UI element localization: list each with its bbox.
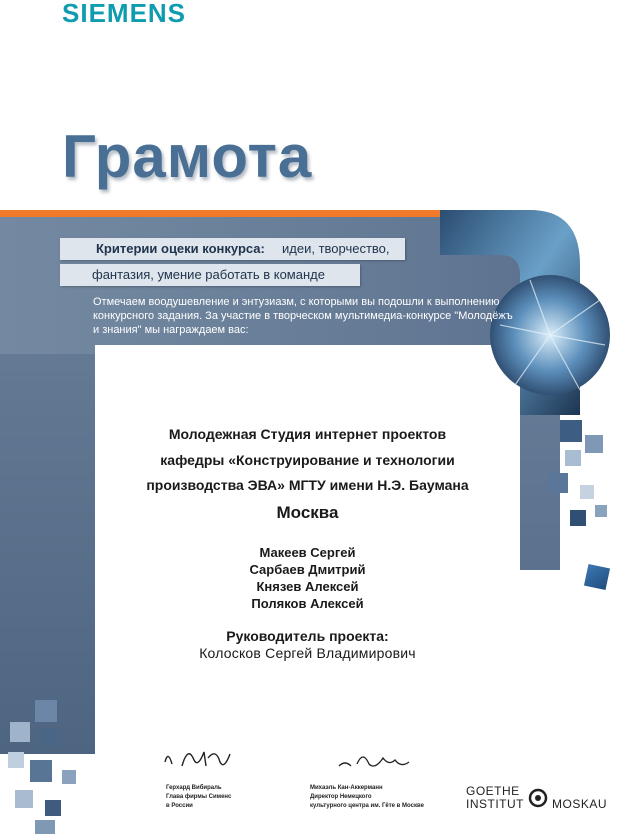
intro-text: Отмечаем воодушевление и энтузиазм, с которыми вы подошли к выполнению конкурсного задания. За участие в творческом мультимедиа-конкурсе "Молодёжъ и знания" мы награждаем вас: xyxy=(93,296,513,336)
leader-label: Руководитель проекта: xyxy=(226,628,389,644)
goethe-logo-city: MOSKAU xyxy=(552,797,608,811)
decorative-square xyxy=(584,564,610,590)
signature-1 xyxy=(160,740,240,776)
city: Москва xyxy=(276,503,339,522)
goethe-logo-icon xyxy=(527,787,549,809)
mosaic-square xyxy=(35,820,55,834)
goethe-logo-text: GOETHE xyxy=(466,784,520,798)
mosaic-square xyxy=(35,700,57,722)
certificate-title: Грамота xyxy=(62,123,313,190)
mosaic-square xyxy=(15,790,33,808)
team-member: Поляков Алексей xyxy=(251,596,364,611)
mosaic-square xyxy=(30,760,52,782)
criteria-heading: Критерии оцеки конкурса: xyxy=(96,241,265,256)
signature-caption: Михаэль Кан-Аккерманн Директор Немецкого культурного центра им. Гёте в Москве xyxy=(310,785,424,809)
signature-caption: Герхард Вибираль Глава фирмы Сименс в России xyxy=(166,785,232,809)
recipient-line: Молодежная Студия интернет проектов xyxy=(168,426,447,442)
mosaic-square xyxy=(62,770,76,784)
leader-name: Колосков Сергей Владимирович xyxy=(199,645,416,661)
signature-2 xyxy=(335,748,415,774)
team-member: Макеев Сергей xyxy=(259,545,356,560)
team-member: Князев Алексей xyxy=(256,579,359,594)
recipient-line: производства ЭВА» МГТУ имени Н.Э. Баумана xyxy=(146,477,469,493)
siemens-logo: SIEMENS xyxy=(62,0,187,28)
criteria-text: идеи, творчество, xyxy=(282,241,390,256)
criteria-text: фантазия, умение работать в команде xyxy=(92,267,325,282)
mosaic-square xyxy=(45,800,61,816)
goethe-logo-text: INSTITUT xyxy=(466,797,524,811)
mosaic-square xyxy=(10,722,30,742)
team-member: Сарбаев Дмитрий xyxy=(249,562,366,577)
mosaic-square xyxy=(40,728,58,746)
recipient-line: кафедры «Конструирование и технологии xyxy=(160,452,455,468)
mosaic-square xyxy=(8,752,24,768)
